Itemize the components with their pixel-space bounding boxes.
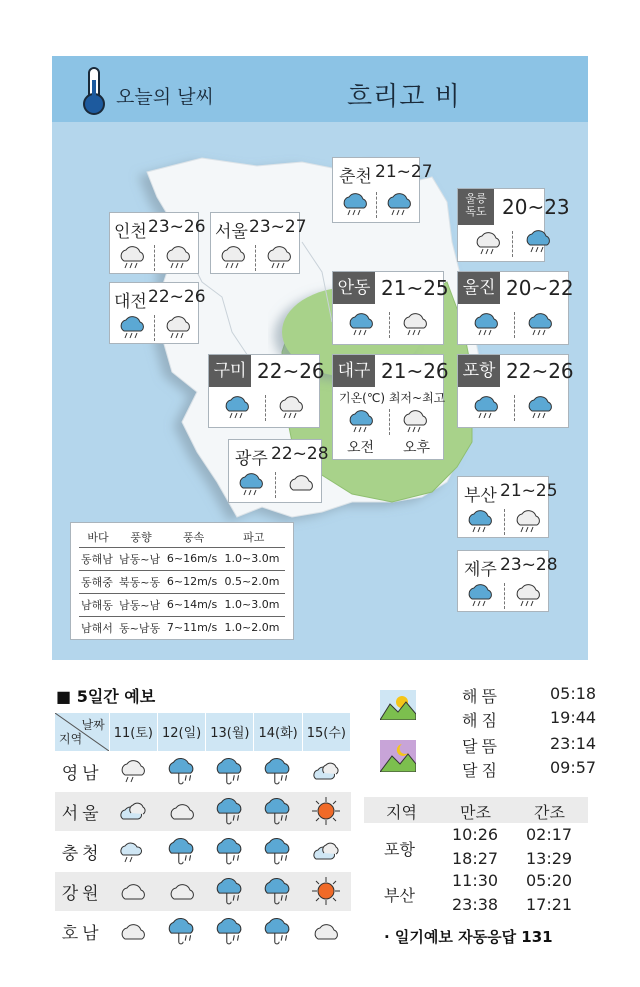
rain-umbrella-icon: [260, 756, 296, 786]
sea-forecast-table: [70, 522, 294, 640]
forecast-cell: [158, 791, 206, 831]
table-row: [55, 751, 351, 791]
sunrise-time: 05:18: [550, 684, 597, 703]
sea-cell: 6~16m/s: [165, 547, 223, 570]
rain-cloud-icon: [399, 310, 431, 338]
sunrise-label: 해뜸: [462, 687, 501, 706]
city-temp: 23~27: [249, 217, 307, 237]
tide-header-region: 지역: [386, 803, 417, 822]
region-name: 영남: [55, 751, 109, 791]
forecast-cell: [206, 791, 254, 831]
partly-cloudy-icon: [308, 757, 344, 785]
city-card-incheon: [109, 212, 206, 274]
city-tag: 포항: [458, 355, 500, 387]
tide-table: [364, 797, 588, 914]
tide-low: 13:29: [526, 849, 573, 868]
forecast-cell: [109, 871, 157, 911]
region-name: 호남: [55, 911, 109, 951]
city-card-seoul: [210, 212, 307, 274]
header-title: 오늘의 날씨: [116, 86, 214, 108]
divider: [504, 509, 505, 535]
cloud-icon: [308, 917, 344, 945]
tide-high: 11:30: [452, 871, 499, 890]
forecast-cell: [254, 871, 302, 911]
city-temp: 20~22: [506, 276, 574, 300]
forecast-cell: [158, 751, 206, 791]
city-temp: 21~27: [375, 162, 433, 182]
partly-cloudy-icon: [308, 837, 344, 865]
divider: [504, 583, 505, 609]
divider: [154, 245, 155, 271]
rain-cloud-icon: [522, 227, 554, 255]
pm-label: 오후: [403, 440, 431, 456]
city-card-gwangju: [228, 439, 329, 503]
forecast-cell: [302, 831, 350, 871]
tide-high: 23:38: [452, 895, 499, 914]
thermometer-icon: [80, 66, 108, 116]
forecast-cell: [254, 911, 302, 951]
divider: [154, 315, 155, 341]
rain-umbrella-icon: [260, 836, 296, 866]
sea-cell: 북동~동: [117, 570, 165, 593]
region-name: 서울: [55, 791, 109, 831]
table-row: [55, 871, 351, 911]
moon-icon: [380, 740, 416, 772]
rain-cloud-icon: [235, 470, 267, 498]
city-name: 부산: [464, 486, 497, 506]
forecast-cell: [206, 911, 254, 951]
rain-cloud-icon: [275, 393, 307, 421]
region-name: 충청: [55, 831, 109, 871]
divider: [275, 472, 276, 498]
divider: [265, 395, 266, 421]
rain-cloud-icon: [464, 581, 496, 609]
tide-low: 05:20: [526, 871, 573, 890]
table-row: [55, 791, 351, 831]
rain-cloud-icon: [512, 581, 544, 609]
sea-cell: 동~남동: [117, 616, 165, 639]
city-card-chuncheon: [332, 157, 433, 223]
rain-cloud-icon: [470, 310, 502, 338]
sun-moon-info: [380, 684, 597, 784]
sunset-label: 해짐: [462, 711, 501, 730]
tide-high: 18:27: [452, 849, 499, 868]
city-temp: 23~26: [148, 217, 206, 237]
sea-cell: 동해남: [79, 547, 117, 570]
city-tag: 안동: [333, 272, 375, 304]
am-label: 오전: [347, 440, 375, 456]
rain-umbrella-icon: [212, 876, 248, 906]
forecast-cell: [109, 751, 157, 791]
city-card-ulleung: [457, 188, 570, 262]
forecast-cell: [158, 911, 206, 951]
moonrise-label: 달뜸: [462, 737, 501, 756]
divider: [376, 192, 377, 218]
table-row: [55, 831, 351, 871]
rain-cloud-icon: [464, 507, 496, 535]
rain-cloud-icon: [116, 313, 148, 341]
city-name: 서울: [215, 222, 248, 242]
rain-umbrella-icon: [164, 916, 200, 946]
forecast-cell: [206, 871, 254, 911]
rain-cloud-icon: [263, 243, 295, 271]
city-temp: 21~25: [500, 481, 558, 501]
forecast-cell: [302, 791, 350, 831]
city-name: 제주: [464, 560, 497, 580]
divider: [514, 395, 515, 421]
sea-cell: 0.5~2.0m: [223, 570, 286, 593]
city-card-busan: [457, 476, 558, 538]
city-card-andong: [332, 271, 449, 345]
forecast-cell: [109, 791, 157, 831]
sea-cell: 1.0~3.0m: [223, 547, 286, 570]
city-temp: 22~28: [271, 444, 329, 464]
forecast-cell: [254, 831, 302, 871]
sunrise-icon: [380, 690, 416, 720]
phone-service-note: · 일기예보 자동응답 131: [384, 928, 553, 946]
city-tag: 울진: [458, 272, 500, 304]
day-header: 11(토): [109, 713, 157, 751]
sun-icon: [308, 875, 344, 907]
city-temp: 20~23: [502, 195, 570, 219]
temp-legend: 기온(℃) 최저~최고: [339, 391, 446, 405]
rain-cloud-icon: [512, 507, 544, 535]
tide-region: 포항: [384, 840, 415, 859]
table-row: [79, 616, 285, 639]
rain-cloud-icon: [221, 393, 253, 421]
city-tag: 대구: [333, 355, 375, 387]
partly-cloudy-icon: [115, 797, 151, 825]
rain-cloud-icon: [383, 190, 415, 218]
rain-cloud-icon: [399, 407, 431, 435]
forecast-cell: [254, 751, 302, 791]
rain-cloud-icon: [162, 313, 194, 341]
rain-cloud-icon: [116, 243, 148, 271]
rain-cloud-icon: [470, 393, 502, 421]
forecast-title: ■ 5일간 예보: [56, 687, 156, 706]
tide-low: 17:21: [526, 895, 573, 914]
sunset-time: 19:44: [550, 708, 597, 727]
tide-header: [364, 797, 588, 823]
forecast-cell: [158, 871, 206, 911]
city-temp: 21~25: [381, 276, 449, 300]
sea-header: 풍향: [130, 530, 152, 544]
rain-cloud-icon: [217, 243, 249, 271]
rain-umbrella-icon: [212, 836, 248, 866]
moonset-label: 달짐: [462, 761, 501, 780]
city-card-daejeon: [109, 282, 206, 344]
sea-cell: 1.0~3.0m: [223, 593, 286, 616]
day-header: 15(수): [302, 713, 350, 751]
forecast-cell: [302, 871, 350, 911]
rain-umbrella-icon: [212, 916, 248, 946]
tide-low: 02:17: [526, 825, 573, 844]
rain-umbrella-icon: [260, 796, 296, 826]
date-label: 날짜: [81, 718, 105, 732]
city-tag: 울릉 독도: [458, 189, 494, 225]
region-label: 지역: [59, 731, 83, 746]
forecast-cell: [206, 831, 254, 871]
city-temp: 23~28: [500, 555, 558, 575]
rain-partly-icon: [115, 837, 151, 865]
city-card-daegu: [332, 354, 449, 460]
divider: [255, 245, 256, 271]
corner-header: [55, 713, 109, 751]
city-name: 대전: [114, 292, 147, 312]
table-row: [79, 593, 285, 616]
city-temp: 22~26: [506, 359, 574, 383]
rain-cloud-icon: [162, 243, 194, 271]
rain-cloud-icon: [339, 190, 371, 218]
rain-cloud-icon: [345, 310, 377, 338]
rain-umbrella-icon: [212, 796, 248, 826]
rain-cloud-icon: [472, 229, 504, 257]
sea-cell: 6~14m/s: [165, 593, 223, 616]
divider: [389, 312, 390, 338]
city-card-jeju: [457, 550, 558, 612]
city-name: 광주: [235, 449, 268, 469]
city-temp: 22~26: [257, 359, 325, 383]
sun-icon: [308, 795, 344, 827]
moonrise-time: 23:14: [550, 734, 597, 753]
forecast-cell: [302, 911, 350, 951]
table-row: [55, 911, 351, 951]
table-row: [79, 570, 285, 593]
cloud-icon: [285, 470, 317, 498]
tide-high: 10:26: [452, 825, 499, 844]
cloud-icon: [164, 877, 200, 905]
divider: [389, 409, 390, 435]
forecast-cell: [302, 751, 350, 791]
cloud-icon: [164, 797, 200, 825]
region-name: 강원: [55, 871, 109, 911]
sea-cell: 동해중: [79, 570, 117, 593]
day-header: 13(월): [206, 713, 254, 751]
rain-umbrella-icon: [260, 916, 296, 946]
city-name: 인천: [114, 222, 147, 242]
sea-header: 파고: [243, 530, 265, 544]
forecast-cell: [109, 831, 157, 871]
city-card-pohang: [457, 354, 574, 428]
sea-cell: 1.0~2.0m: [223, 616, 286, 639]
city-temp: 21~26: [381, 359, 449, 383]
sea-cell: 남동~남: [117, 593, 165, 616]
weather-condition: 흐리고 비: [347, 82, 461, 112]
sea-cell: 남해서: [79, 616, 117, 639]
city-tag: 구미: [209, 355, 251, 387]
city-temp: 22~26: [148, 287, 206, 307]
tide-header-high: 만조: [460, 803, 491, 822]
rain-cloud-icon: [115, 757, 151, 785]
moonset-time: 09:57: [550, 758, 597, 777]
rain-umbrella-icon: [164, 756, 200, 786]
tide-header-low: 간조: [534, 803, 565, 822]
city-card-uljin: [457, 271, 574, 345]
day-header: 12(일): [158, 713, 206, 751]
rain-umbrella-icon: [164, 836, 200, 866]
rain-cloud-icon: [524, 393, 556, 421]
sea-cell: 7~11m/s: [165, 616, 223, 639]
sea-cell: 남동~남: [117, 547, 165, 570]
rain-cloud-icon: [524, 310, 556, 338]
forecast-cell: [158, 831, 206, 871]
city-name: 춘천: [339, 167, 372, 187]
rain-umbrella-icon: [260, 876, 296, 906]
map-header: [52, 56, 588, 122]
sea-header: 풍속: [183, 530, 205, 544]
forecast-cell: [109, 911, 157, 951]
sea-cell: 남해동: [79, 593, 117, 616]
sea-header: 바다: [87, 530, 109, 544]
table-row: [79, 547, 285, 570]
forecast-cell: [254, 791, 302, 831]
city-card-gumi: [208, 354, 325, 428]
day-header: 14(화): [254, 713, 302, 751]
divider: [514, 312, 515, 338]
rain-cloud-icon: [345, 407, 377, 435]
forecast-cell: [206, 751, 254, 791]
divider: [512, 231, 513, 257]
rain-umbrella-icon: [212, 756, 248, 786]
tide-region: 부산: [384, 886, 415, 905]
cloud-icon: [115, 877, 151, 905]
five-day-forecast-table: [55, 713, 351, 952]
sea-cell: 6~12m/s: [165, 570, 223, 593]
cloud-icon: [115, 917, 151, 945]
